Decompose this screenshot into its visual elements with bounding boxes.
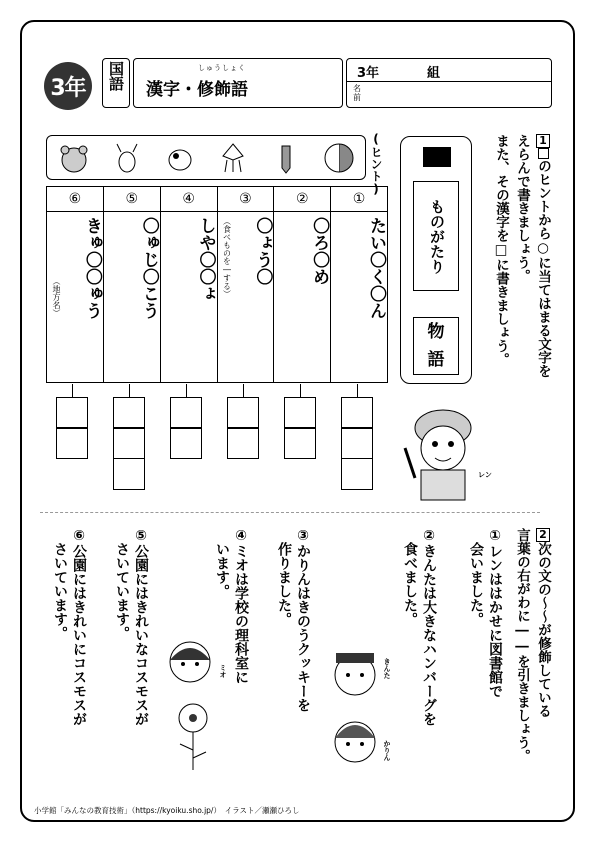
karin-illustration	[330, 712, 380, 772]
q2-instruction: 2次の文の～～が修飾している 言葉の右がわに――を引きましょう。	[514, 528, 551, 763]
q2-sentence-4: ④ミオは学校の理科室に います。	[214, 528, 249, 684]
answer-boxes-3[interactable]	[227, 398, 259, 459]
example-black-box	[423, 147, 451, 167]
kinta-illustration	[330, 645, 380, 705]
name-label: 名前	[353, 84, 361, 102]
moon-icon	[323, 142, 355, 174]
kinta-name-label: きんた	[383, 658, 391, 679]
karin-name-label: かりん	[383, 740, 391, 761]
answer-boxes-5[interactable]	[113, 398, 145, 490]
q1-grid	[46, 186, 388, 383]
q2-sentence-6: ⑥公園にはきれいにコスモスが さいています。	[52, 528, 87, 726]
cosmos-flower-illustration	[168, 700, 218, 772]
q2-sentence-3: ③かりんはきのうクッキーを 作りました。	[276, 528, 311, 712]
q2-sentence-2: ②きんたは大きなハンバーグを 食べました。	[402, 528, 437, 726]
student-info-box	[346, 58, 552, 108]
subject-label: 国語	[102, 58, 130, 108]
q2-sentence-5: ⑤公園にはきれいなコスモスが さいています。	[114, 528, 149, 726]
deer-icon	[111, 142, 143, 174]
title-ruby: しゅうしょく	[198, 64, 246, 72]
q1-instruction: 1のヒントから○に当てはまる文字を えらんで書きましょう。 また、その漢字を□に書きましょう。	[493, 134, 551, 378]
answer-boxes-1[interactable]	[341, 398, 373, 490]
example-callout	[400, 136, 472, 384]
q1-item-3: ③ 〇ょう〇 （食べものを―する）	[217, 187, 274, 382]
ren-name-label: レン	[478, 471, 492, 479]
q1-item-6: ⑥ きゅ〇〇ゅう （地方名）	[47, 187, 103, 382]
q1-item-2: ② 〇ろ〇め	[273, 187, 330, 382]
grade-badge: 3年	[44, 62, 92, 110]
page-title: 漢字・修飾語	[146, 80, 248, 100]
mio-illustration	[165, 632, 215, 687]
answer-boxes-6[interactable]	[56, 398, 88, 459]
example-kanji-box: 物 語	[413, 317, 459, 375]
boy-ren-illustration	[395, 388, 485, 503]
hint-strip	[46, 135, 366, 180]
bear-icon	[58, 142, 90, 174]
squid-icon	[217, 142, 249, 174]
kumi-label: 組	[427, 66, 441, 81]
title-box	[133, 58, 343, 108]
footer-credit: 小学館「みんなの教育技術」（https://kyoiku.sho.jp/） イラスト／瀬瀬ひろし	[34, 806, 300, 815]
q1-item-4: ④ しや〇〇ょ	[160, 187, 217, 382]
pencil-icon	[270, 142, 302, 174]
example-reading-box: ものがたり	[413, 181, 459, 291]
q1-item-5: ⑤ 〇ゅじ〇こう	[103, 187, 160, 382]
mio-name-label: ミオ	[219, 664, 227, 678]
answer-boxes-4[interactable]	[170, 398, 202, 459]
section-divider	[40, 512, 540, 513]
q1-item-1: ① たい〇く〇ん	[330, 187, 387, 382]
class-label: 3年	[357, 66, 380, 81]
q2-sentence-1: ①レンははかせに図書館で 会いました。	[468, 528, 503, 698]
cow-icon	[164, 142, 196, 174]
hint-label: (ヒント)	[369, 132, 383, 196]
answer-boxes-2[interactable]	[284, 398, 316, 459]
